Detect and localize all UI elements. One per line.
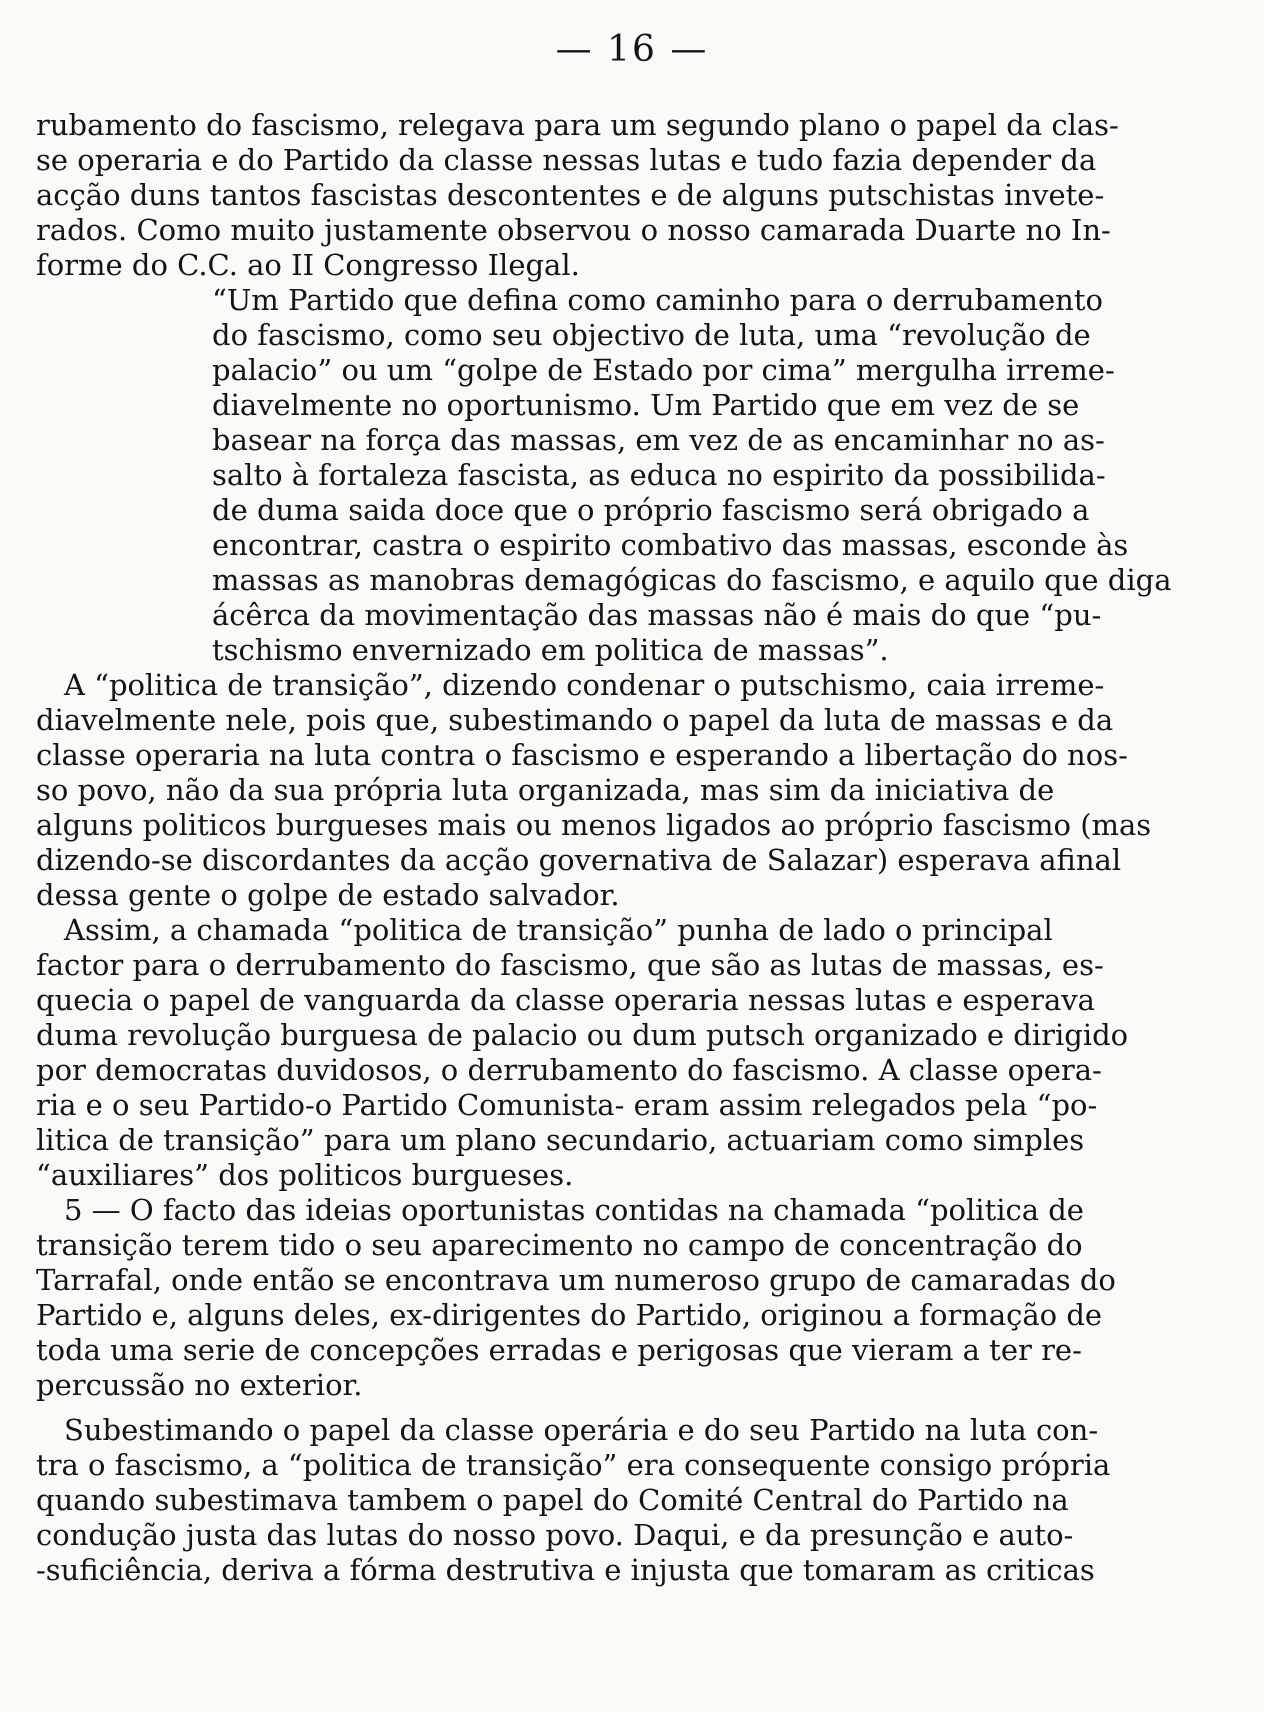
block-quote — [36, 283, 1196, 668]
text-line: classe operaria na luta contra o fascismo e esperando a libertação do nos- — [36, 738, 1128, 772]
paragraph-4 — [36, 1193, 1196, 1403]
text-line: Tarrafal, onde então se encontrava um numeroso grupo de camaradas do — [36, 1263, 1116, 1297]
quote-line: salto à fortaleza fascista, as educa no espirito da possibilida- — [212, 458, 1106, 492]
text-line: dizendo-se discordantes da acção governativa de Salazar) esperava afinal — [36, 843, 1122, 877]
text-line: diavelmente nele, pois que, subestimando o papel da luta de massas e da — [36, 703, 1114, 737]
paragraph-1 — [36, 108, 1196, 283]
paragraph-2 — [36, 668, 1196, 913]
quote-line: basear na força das massas, em vez de as encaminhar no as- — [212, 423, 1105, 457]
quote-line: do fascismo, como seu objectivo de luta, uma “revolução de — [212, 318, 1091, 352]
text-line: rubamento do fascismo, relegava para um segundo plano o papel da clas- — [36, 108, 1119, 142]
body-text — [36, 108, 1196, 1588]
text-line: dessa gente o golpe de estado salvador. — [36, 878, 620, 912]
text-line: factor para o derrubamento do fascismo, que são as lutas de massas, es- — [36, 948, 1104, 982]
paragraph-3 — [36, 913, 1196, 1193]
text-line: tra o fascismo, a “politica de transição” era consequente consigo própria — [36, 1448, 1111, 1482]
text-line: 5 — O facto das ideias oportunistas contidas na chamada “politica de — [64, 1193, 1084, 1227]
paragraph-spacer — [36, 1403, 1196, 1413]
text-line: condução justa das lutas do nosso povo. Daqui, e da presunção e auto- — [36, 1518, 1074, 1552]
text-line: duma revolução burguesa de palacio ou dum putsch organizado e dirigido — [36, 1018, 1129, 1052]
text-line: quando subestimava tambem o papel do Comité Central do Partido na — [36, 1483, 1069, 1517]
quote-line: palacio” ou um “golpe de Estado por cima” mergulha irreme- — [212, 353, 1115, 387]
text-line: -suficiência, deriva a fórma destrutiva e injusta que tomaram as criticas — [36, 1553, 1095, 1587]
text-line: alguns politicos burgueses mais ou menos ligados ao próprio fascismo (mas — [36, 808, 1152, 842]
text-line: transição terem tido o seu aparecimento no campo de concentração do — [36, 1228, 1083, 1262]
text-line: quecia o papel de vanguarda da classe operaria nessas lutas e esperava — [36, 983, 1095, 1017]
text-line: Subestimando o papel da classe operária e do seu Partido na luta con- — [64, 1413, 1099, 1447]
text-line: toda uma serie de concepções erradas e perigosas que vieram a ter re- — [36, 1333, 1082, 1367]
text-line: Assim, a chamada “politica de transição” punha de lado o principal — [64, 913, 1053, 947]
quote-line: de duma saida doce que o próprio fascismo será obrigado a — [212, 493, 1090, 527]
text-line: forme do C.C. ao II Congresso Ilegal. — [36, 248, 580, 282]
quote-line: massas as manobras demagógicas do fascismo, e aquilo que diga — [212, 563, 1172, 597]
text-line: “auxiliares” dos politicos burgueses. — [36, 1158, 574, 1192]
quote-line: encontrar, castra o espirito combativo das massas, esconde às — [212, 528, 1129, 562]
text-line: litica de transição” para um plano secundario, actuariam como simples — [36, 1123, 1085, 1157]
paragraph-5 — [36, 1413, 1196, 1588]
text-line: por democratas duvidosos, o derrubamento do fascismo. A classe opera- — [36, 1053, 1102, 1087]
quote-line: “Um Partido que defina como caminho para o derrubamento — [212, 283, 1103, 317]
text-line: Partido e, alguns deles, ex-dirigentes do Partido, originou a formação de — [36, 1298, 1103, 1332]
text-line: rados. Como muito justamente observou o nosso camarada Duarte no In- — [36, 213, 1111, 247]
text-line: ria e o seu Partido-o Partido Comunista- eram assim relegados pela “po- — [36, 1088, 1098, 1122]
page-number: — 16 — — [555, 29, 709, 70]
quote-line: ácêrca da movimentação das massas não é mais do que “pu- — [212, 598, 1102, 632]
text-line: so povo, não da sua própria luta organizada, mas sim da iniciativa de — [36, 773, 1055, 807]
text-line: acção duns tantos fascistas descontentes e de alguns putschistas invete- — [36, 178, 1105, 212]
quote-line: diavelmente no oportunismo. Um Partido que em vez de se — [212, 388, 1080, 422]
text-line: A “politica de transição”, dizendo condenar o putschismo, caia irreme- — [64, 668, 1105, 702]
text-line: percussão no exterior. — [36, 1368, 363, 1402]
text-line: se operaria e do Partido da classe nessas lutas e tudo fazia depender da — [36, 143, 1097, 177]
quote-line: tschismo envernizado em politica de massas”. — [212, 633, 889, 667]
